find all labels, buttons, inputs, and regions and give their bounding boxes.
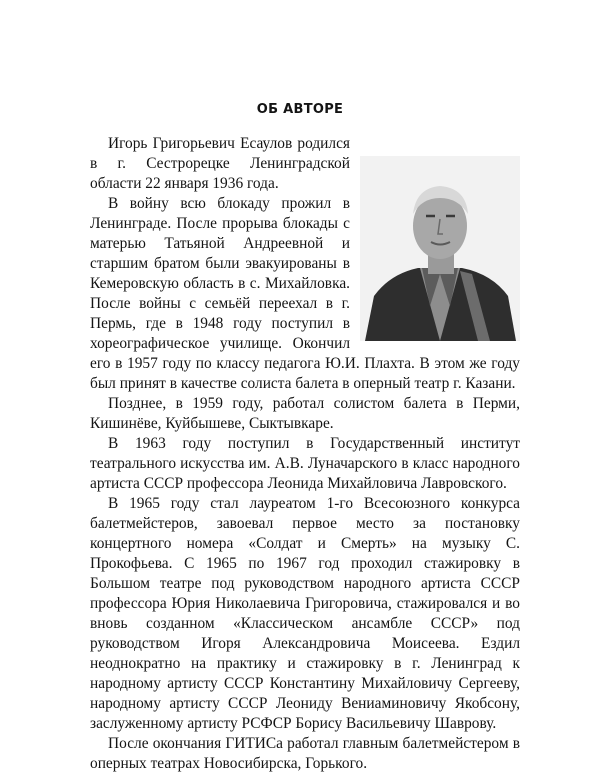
paragraph-5: В 1965 году стал лауреатом 1-го Всесоюзного конкурса балетмейстеров, завоевал первое место за постановку концертного номера «Солдат и Смерть» на музыку С. Прокофьева. С 1965 по 1967 год проходил стажировку в Большом театре под руководством народного артиста СССР профессора Юрия Николаевича Григоровича, стажировался и во вновь созданном «Классическом ансамбле СССР» под руководством Игоря Александровича Моисеева. Ездил неоднократно на практику и стажировку в г. Ленинград к народному артисту СССР Константину Михайловичу Сергееву, народному артисту СССР Леониду Вениаминовичу Якобсону, заслуженному артисту РСФСР Борису Васильевичу Шаврову. [90,495,520,732]
text-body [90,134,520,774]
paragraph-2: В войну всю блокаду прожил в Ленинграде. После прорыва блокады с матерью Татьяной Андреевной и старшим братом были эвакуированы в Кемеровскую область в с. Михайловка. После войны с семьёй переехал в г. Пермь, где в 1948 году поступил в хореографическое училище. Окончил его в 1957 году по классу педагога Ю.И. Плахта. В этом же году был принят в качестве солиста балета в оперный театр г. Казани. [90,195,520,392]
author-portrait-image [360,156,520,341]
paragraph-6: После окончания ГИТИСа работал главным балетмейстером в оперных театрах Новосибирска, Горького. [90,735,520,772]
author-photo [360,156,520,341]
page-title: ОБ АВТОРЕ [256,102,344,117]
paragraph-4: В 1963 году поступил в Государственный институт театрального искусства им. А.В. Луначарского в класс народного артиста СССР профессора Леонида Михайловича Лавровского. [90,435,520,492]
paragraph-1: Игорь Григорьевич Есаулов родился в г. Сестрорецке Ленинградской области 22 января 1936 года. [90,135,350,192]
paragraph-3: Позднее, в 1959 году, работал солистом балета в Перми, Кишинёве, Куйбышеве, Сыктывкаре. [90,395,520,432]
